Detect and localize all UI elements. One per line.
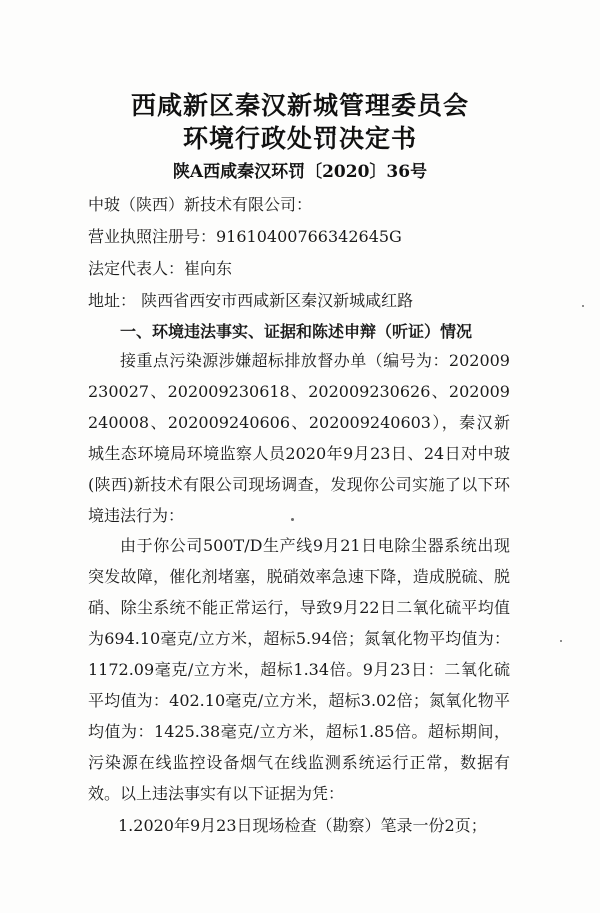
scan-speck (291, 518, 294, 521)
party-address: 地址： 陕西省西安市西咸新区秦汉新城咸红路 (88, 291, 414, 310)
scan-speck (582, 305, 584, 307)
document-number: 陕A西咸秦汉环罚〔2020〕36号 (172, 162, 428, 182)
document-title-type: 环境行政处罚决定书 (182, 124, 417, 153)
section-heading: 一、环境违法事实、证据和陈述申辩（听证）情况 (120, 322, 473, 341)
evidence-item: 1.2020年9月23日现场检查（勘察）笔录一份2页； (118, 816, 487, 835)
facts-paragraph: 接重点污染源涉嫌超标排放督办单（编号为：202009230027、202009230618、202009230626、202009240008、202009240606、202009240603），秦汉新城生态环境局环境监察人员2020年9月23日、24日对中玻(陕西)新技术有限公司现场调查，发现你公司实施了以下环境违法行为： (88, 351, 510, 525)
evidence-intro: 以上违法事实有以下证据为凭： (120, 784, 345, 803)
party-registration: 营业执照注册号：91610400766342645G (88, 227, 402, 246)
party-company: 中玻（陕西）新技术有限公司： (88, 195, 313, 214)
violation-paragraph: 由于你公司500T/D生产线9月21日电除尘器系统出现突发故障，催化剂堵塞，脱硝效率急速下降，造成脱硫、脱硝、除尘系统不能正常运行，导致9月22日二氧化硫平均值为694.10毫克/立方米，超标5.94倍；氮氧化物平均值为：1172.09毫克/立方米，超标1.34倍。9月23日：二氧化硫平均值为：402.10毫克/立方米，超标3.02倍；氮氧化物平均值为：1425.38毫克/立方米，超标1.85倍。超标期间，污染源在线监控设备烟气在线监测系统运行正常，数据有效。 (88, 536, 510, 803)
party-representative: 法定代表人：崔向东 (88, 259, 233, 278)
document-title-issuer: 西咸新区秦汉新城管理委员会 (130, 91, 469, 120)
scan-speck (560, 640, 562, 642)
